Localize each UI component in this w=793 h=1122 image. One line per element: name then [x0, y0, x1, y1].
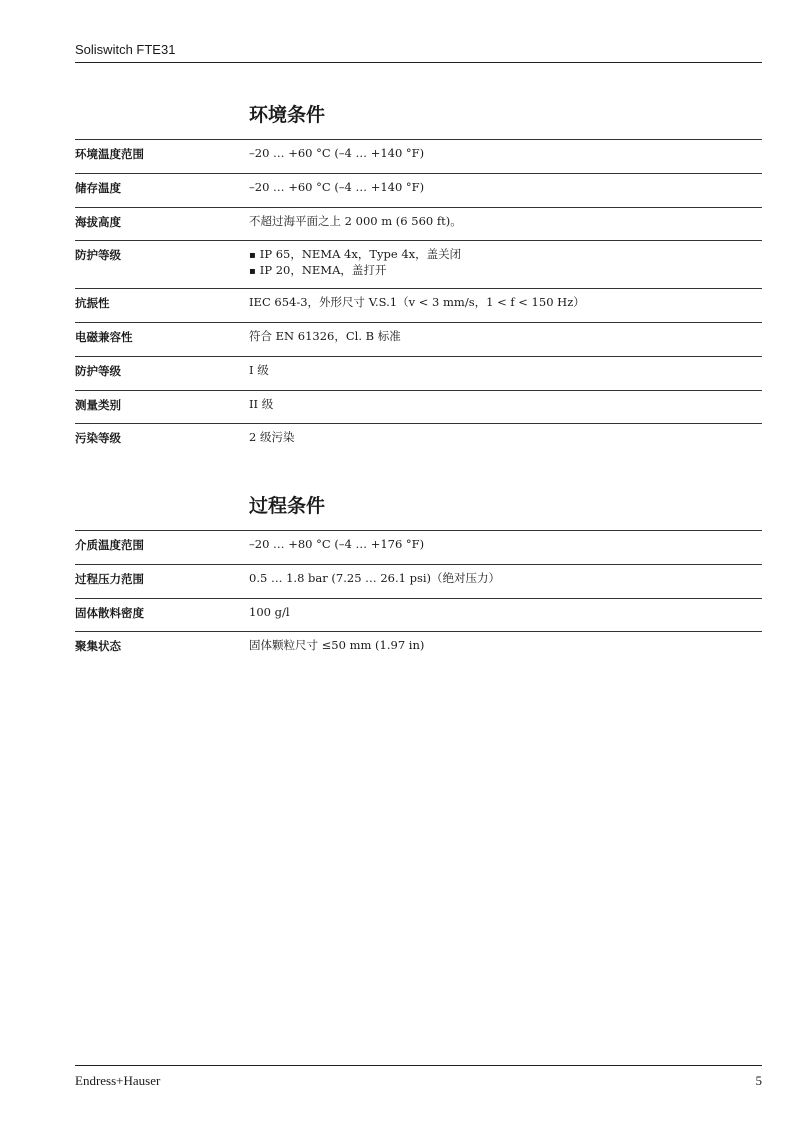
row-label: 防护等级 [75, 364, 121, 378]
row-label: 抗振性 [75, 296, 110, 310]
row-label: 聚集状态 [75, 639, 121, 653]
row-label: 防护等级 [75, 248, 121, 262]
table-row [75, 598, 762, 631]
row-label: 过程压力范围 [75, 572, 144, 586]
row-value: –20 … +80 °C (–4 … +176 °F) [249, 537, 425, 551]
row-value: I 级 [249, 363, 269, 377]
row-value-list [249, 247, 461, 279]
table-row [75, 322, 762, 356]
row-label: 环境温度范围 [75, 147, 144, 161]
row-value: IEC 654-3，外形尺寸 V.S.1（v < 3 mm/s，1 < f < 150 Hz） [249, 295, 585, 309]
table-row [75, 288, 762, 322]
table-row [75, 173, 762, 207]
table-row [75, 240, 762, 288]
row-label: 储存温度 [75, 181, 121, 195]
section-title-environment: 环境条件 [249, 104, 326, 126]
row-value: 100 g/l [249, 605, 290, 619]
footer-divider [75, 1065, 762, 1066]
spec-table-environment [75, 139, 762, 457]
row-value: 2 级污染 [249, 430, 295, 444]
row-label: 固体散料密度 [75, 606, 144, 620]
table-row [75, 390, 762, 423]
row-value: II 级 [249, 397, 274, 411]
document-title: Soliswitch FTE31 [75, 42, 176, 57]
row-label: 海拔高度 [75, 215, 121, 229]
table-row [75, 631, 762, 665]
table-row [75, 356, 762, 390]
row-label: 介质温度范围 [75, 538, 144, 552]
row-value: 0.5 … 1.8 bar (7.25 … 26.1 psi)（绝对压力） [249, 571, 501, 585]
table-row [75, 207, 762, 240]
table-row [75, 530, 762, 564]
brand-name: Endress+Hauser [75, 1073, 161, 1088]
row-value: 不超过海平面之上 2 000 m (6 560 ft)。 [249, 214, 462, 228]
row-value: –20 … +60 °C (–4 … +140 °F) [249, 146, 425, 160]
page-number: 5 [755, 1073, 762, 1088]
spec-table-process [75, 530, 762, 665]
bullet-item: ▪ IP 65，NEMA 4x，Type 4x，盖关闭 [249, 247, 461, 263]
table-row [75, 423, 762, 457]
row-label: 电磁兼容性 [75, 330, 133, 344]
row-label: 测量类别 [75, 398, 121, 412]
header-divider [75, 62, 762, 63]
table-row [75, 139, 762, 173]
row-label: 污染等级 [75, 431, 121, 445]
table-row [75, 564, 762, 598]
row-value: 符合 EN 61326，Cl. B 标准 [249, 329, 401, 343]
row-value: 固体颗粒尺寸 ≤50 mm (1.97 in) [249, 638, 425, 652]
bullet-item: ▪ IP 20，NEMA，盖打开 [249, 263, 461, 279]
section-title-process: 过程条件 [249, 495, 326, 517]
row-value: –20 … +60 °C (–4 … +140 °F) [249, 180, 425, 194]
